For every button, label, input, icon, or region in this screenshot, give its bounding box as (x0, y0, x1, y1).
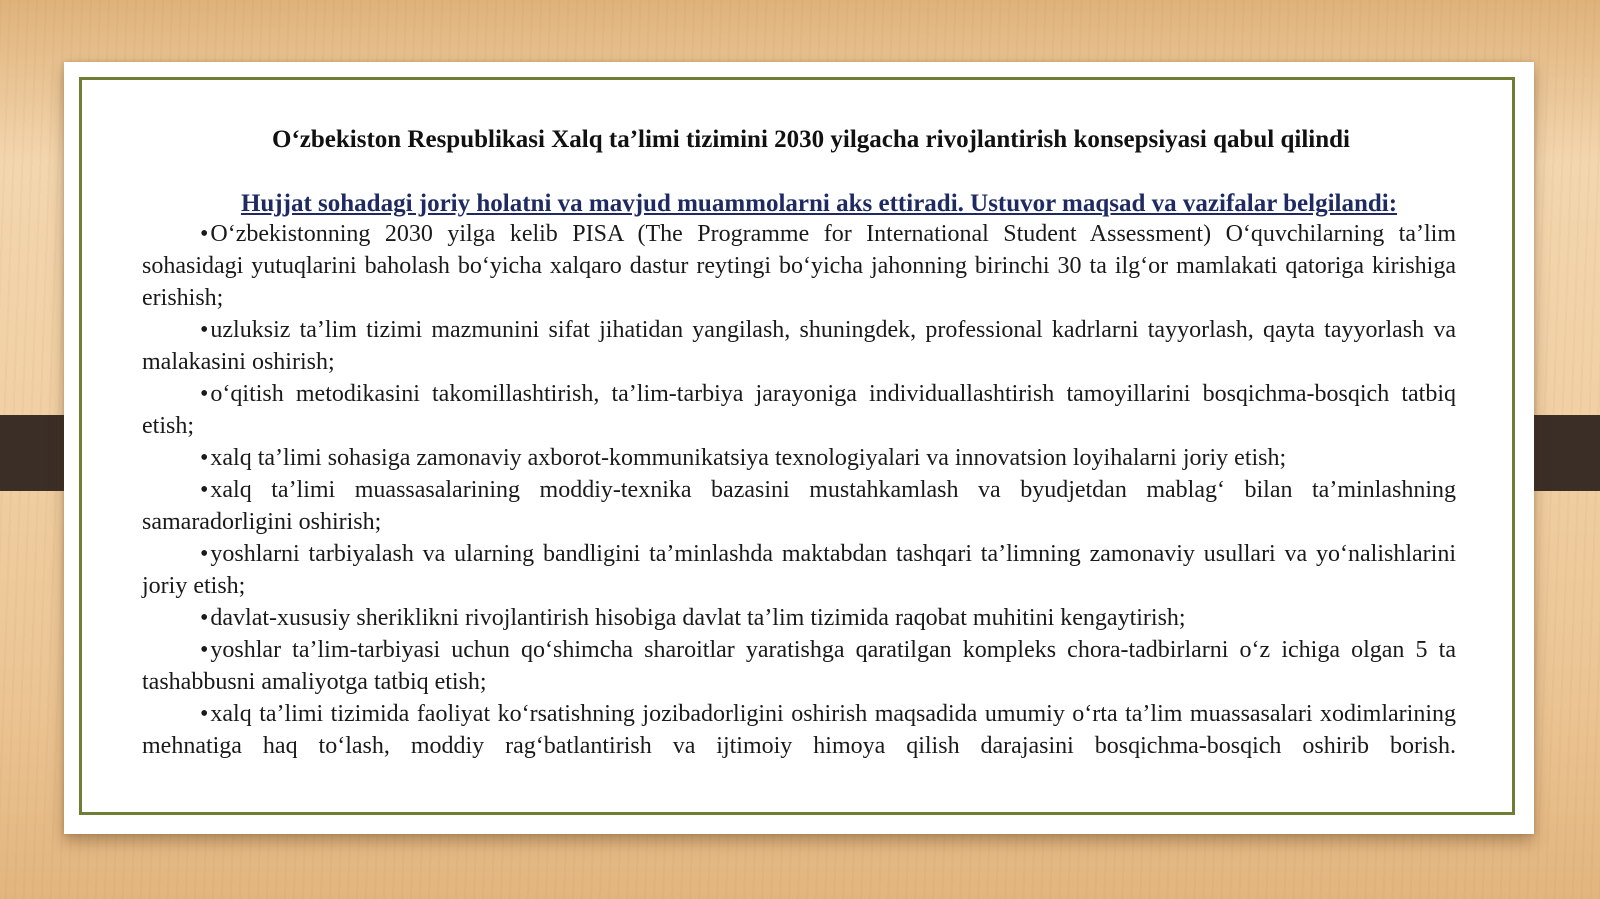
list-item-text: o‘qitish metodikasini takomillashtirish, ta’lim-tarbiya jarayoniga individuallashtirish tamoyillarini bosqichma-bosqich tatbiq etish; (142, 381, 1456, 439)
list-item (142, 602, 1456, 634)
bullet-icon: • (200, 381, 209, 407)
bullet-icon: • (200, 605, 209, 631)
list-item-text: davlat-xususiy sheriklikni rivojlantirish hisobiga davlat ta’lim tizimida raqobat muhitini kengaytirish; (210, 605, 1186, 631)
bullet-icon: • (200, 477, 209, 503)
list-item-text: uzluksiz ta’lim tizimi mazmunini sifat jihatidan yangilash, shuningdek, professional kadrlarni tayyorlash, qayta tayyorlash va malakasini oshirish; (142, 317, 1456, 375)
bullet-icon: • (200, 445, 209, 471)
list-item (142, 218, 1456, 314)
bullet-icon: • (200, 221, 209, 247)
bullet-icon: • (200, 701, 209, 727)
list-item-text: O‘zbekistonning 2030 yilga kelib PISA (The Programme for International Student Assessment) O‘quvchilarning ta’lim sohasidagi yutuqlarini baholash bo‘yicha xalqaro dastur reytingi bo‘yicha jahonning birinchi 30 ta ilg‘or mamlakati qatoriga kirishiga erishish; (142, 221, 1456, 311)
list-item-text: xalq ta’limi tizimida faoliyat ko‘rsatishning jozibadorligini oshirish maqsadida umumiy o‘rta ta’lim muassasalari xodimlarining mehnatiga haq to‘lash, moddiy rag‘batlantirish va ijtimoiy himoya qilish darajasini bosqichma-bosqich oshirib borish. (142, 701, 1456, 759)
bullet-icon: • (200, 541, 209, 567)
list-item (142, 314, 1456, 378)
list-item (142, 538, 1456, 602)
list-item-text: yoshlarni tarbiyalash va ularning bandligini ta’minlashda maktabdan tashqari ta’limning zamonaviy usullari va yo‘nalishlarini joriy etish; (142, 541, 1456, 599)
list-item (142, 378, 1456, 442)
list-item-text: yoshlar ta’lim-tarbiyasi uchun qo‘shimcha sharoitlar yaratishga qaratilgan kompleks chora-tadbirlarni o‘z ichiga olgan 5 ta tashabbusni amaliyotga tatbiq etish; (142, 637, 1456, 695)
list-item (142, 474, 1456, 538)
slide-frame (79, 77, 1515, 815)
list-item-text: xalq ta’limi sohasiga zamonaviy axborot-kommunikatsiya texnologiyalari va innovatsion loyihalarni joriy etish; (210, 445, 1287, 471)
slide-card (64, 62, 1534, 834)
bullet-icon: • (200, 637, 209, 663)
goals-list (142, 218, 1456, 762)
list-item (142, 698, 1456, 762)
page-title: O‘zbekiston Respublikasi Xalq ta’limi tizimini 2030 yilgacha rivojlantirish konsepsiyasi qabul qilindi (272, 126, 1350, 153)
list-item (142, 442, 1456, 474)
section-subtitle: Hujjat sohadagi joriy holatni va mavjud muammolarni aks ettiradi. Ustuvor maqsad va vazifalar belgilandi: (240, 190, 1398, 217)
bullet-icon: • (200, 317, 209, 343)
list-item (142, 634, 1456, 698)
list-item-text: xalq ta’limi muassasalarining moddiy-texnika bazasini mustahkamlash va byudjetdan mablag‘ bilan ta’minlashning samaradorligini oshirish; (142, 477, 1456, 535)
